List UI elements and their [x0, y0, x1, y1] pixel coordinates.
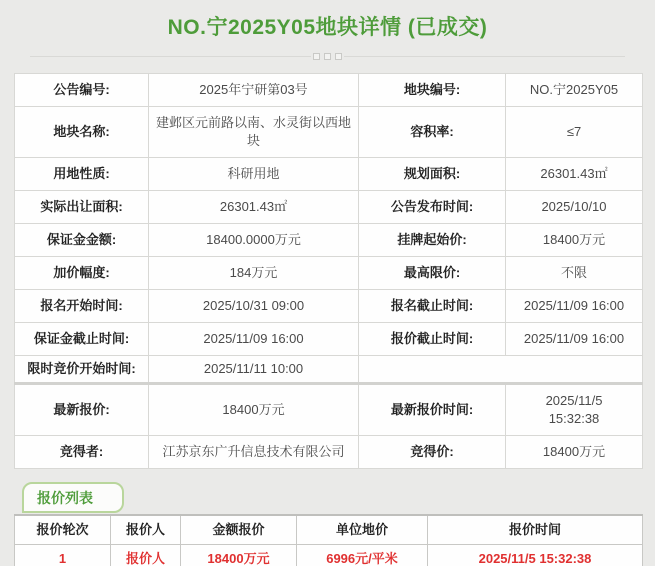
field-label-actual-area: 实际出让面积: — [15, 191, 149, 224]
field-value-winner: 江苏京东广升信息技术有限公司 — [149, 436, 359, 469]
field-label-parcel-name: 地块名称: — [15, 107, 149, 158]
table-row — [15, 384, 643, 436]
quote-unit-price: 6996元/平米 — [297, 545, 428, 566]
field-value-actual-area: 26301.43㎡ — [149, 191, 359, 224]
field-value-planned-area: 26301.43㎡ — [506, 158, 643, 191]
tab-quote-list-label: 报价列表 — [37, 489, 93, 506]
field-value-starting-price: 18400万元 — [506, 224, 643, 257]
divider-square-icon — [313, 53, 320, 60]
tab-quote-list[interactable] — [22, 482, 124, 513]
field-value-deposit-deadline: 2025/11/09 16:00 — [149, 323, 359, 356]
field-value-parcel-name: 建邺区元前路以南、水灵街以西地块 — [149, 107, 359, 158]
table-row — [15, 436, 643, 469]
field-value-auction-start: 2025/11/11 10:00 — [149, 356, 359, 384]
field-label-starting-price: 挂牌起始价: — [359, 224, 506, 257]
field-label-bid-deadline: 报价截止时间: — [359, 323, 506, 356]
field-value-notice-date: 2025/10/10 — [506, 191, 643, 224]
field-value-notice-no: 2025年宁研第03号 — [149, 74, 359, 107]
field-value-parcel-no: NO.宁2025Y05 — [506, 74, 643, 107]
field-label-winning-price: 竞得价: — [359, 436, 506, 469]
field-label-winner: 竞得者: — [15, 436, 149, 469]
divider — [30, 52, 625, 61]
table-row — [15, 107, 643, 158]
quote-time: 2025/11/5 15:32:38 — [428, 545, 643, 566]
field-label-auction-start: 限时竞价开始时间: — [15, 356, 149, 384]
field-label-land-use: 用地性质: — [15, 158, 149, 191]
table-row — [15, 158, 643, 191]
table-row — [15, 191, 643, 224]
field-value-latest-bid-time: 2025/11/5 15:32:38 — [506, 384, 643, 436]
quote-amount: 18400万元 — [181, 545, 297, 566]
quote-header-bidder: 报价人 — [111, 515, 181, 545]
quote-header-unit-price: 单位地价 — [297, 515, 428, 545]
table-row — [15, 290, 643, 323]
field-label-latest-bid: 最新报价: — [15, 384, 149, 436]
quote-list-table — [14, 514, 643, 566]
field-label-deposit-deadline: 保证金截止时间: — [15, 323, 149, 356]
field-label-parcel-no: 地块编号: — [359, 74, 506, 107]
page-title: NO.宁2025Y05地块详情 (已成交) — [167, 16, 488, 39]
field-label-price-cap: 最高限价: — [359, 257, 506, 290]
divider-line — [344, 56, 625, 57]
table-row — [15, 257, 643, 290]
table-row — [15, 323, 643, 356]
field-value-latest-bid: 18400万元 — [149, 384, 359, 436]
quote-bidder: 报价人 — [111, 545, 181, 566]
table-row — [15, 224, 643, 257]
table-row — [15, 356, 643, 384]
field-label-increment: 加价幅度: — [15, 257, 149, 290]
quote-header-round: 报价轮次 — [15, 515, 111, 545]
field-label-signup-start: 报名开始时间: — [15, 290, 149, 323]
field-label-deposit: 保证金金额: — [15, 224, 149, 257]
field-label-notice-date: 公告发布时间: — [359, 191, 506, 224]
table-row — [15, 74, 643, 107]
field-value-land-use: 科研用地 — [149, 158, 359, 191]
land-detail-table — [14, 73, 643, 469]
quote-header-time: 报价时间 — [428, 515, 643, 545]
field-label-planned-area: 规划面积: — [359, 158, 506, 191]
banner — [0, 0, 655, 44]
divider-square-icon — [324, 53, 331, 60]
field-value-increment: 184万元 — [149, 257, 359, 290]
empty-cell — [359, 356, 643, 384]
divider-line — [30, 56, 311, 57]
field-value-signup-start: 2025/10/31 09:00 — [149, 290, 359, 323]
field-label-signup-end: 报名截止时间: — [359, 290, 506, 323]
field-label-plot-ratio: 容积率: — [359, 107, 506, 158]
field-value-price-cap: 不限 — [506, 257, 643, 290]
quote-header-amount: 金额报价 — [181, 515, 297, 545]
divider-square-icon — [335, 53, 342, 60]
field-label-notice-no: 公告编号: — [15, 74, 149, 107]
field-label-latest-bid-time: 最新报价时间: — [359, 384, 506, 436]
field-value-signup-end: 2025/11/09 16:00 — [506, 290, 643, 323]
quote-header-row — [15, 515, 643, 545]
quote-data-row — [15, 545, 643, 566]
field-value-winning-price: 18400万元 — [506, 436, 643, 469]
field-value-plot-ratio: ≤7 — [506, 107, 643, 158]
quote-round: 1 — [15, 545, 111, 566]
field-value-deposit: 18400.0000万元 — [149, 224, 359, 257]
field-value-bid-deadline: 2025/11/09 16:00 — [506, 323, 643, 356]
